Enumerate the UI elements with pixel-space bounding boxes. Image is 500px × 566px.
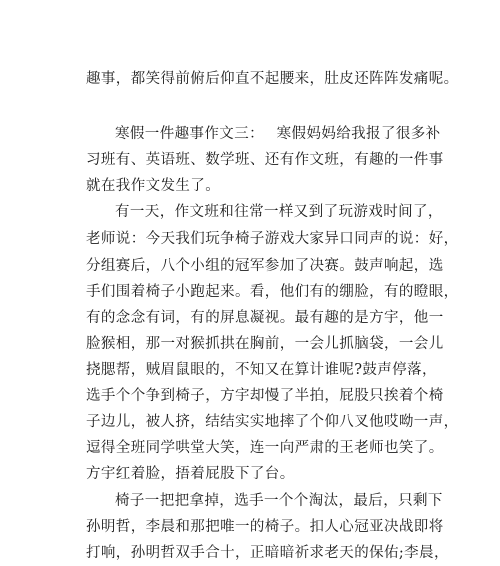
text-line: 就在我作文发生了。 [86, 178, 221, 194]
text-line: 挠腮帮，贼眉鼠眼的，不知又在算计谁呢?鼓声停落， [86, 362, 437, 378]
text-line: 逗得全班同学哄堂大笑，连一向严肃的王老师也笑了。 [86, 440, 444, 456]
text-line: 孙明哲，李晨和那把唯一的椅子。扣人心冠亚决战即将 [86, 519, 444, 535]
text-line: 分组赛后，八个小组的冠军参加了决赛。鼓声响起，选 [86, 258, 444, 274]
text-line: 有的念念有词，有的屏息凝视。最有趣的是方宇，他一 [86, 310, 444, 326]
text-line: 老师说：今天我们玩争椅子游戏大家异口同声的说：好， [86, 231, 459, 247]
text-line: 方宇红着脸，捂着屁股下了台。 [86, 466, 295, 482]
text-line: 有一天，作文班和往常一样又到了玩游戏时间了， [115, 204, 443, 220]
text-line: 习班有、英语班、数学班、还有作文班，有趣的一件事 [86, 152, 444, 168]
text-line: 趣事，都笑得前俯后仰直不起腰来，肚皮还阵阵发痛呢。 [86, 71, 459, 87]
text-line: 椅子一把把拿掉，选手一个个淘汰，最后，只剩下 [115, 493, 443, 509]
text-line: 选手个个争到椅子，方宇却慢了半拍，屁股只挨着个椅 [86, 388, 444, 404]
text-line: 脸猴相，那一对猴抓拱在胸前，一会儿抓脑袋，一会儿 [86, 336, 444, 352]
text-line: 打响，孙明哲双手合十，正暗暗祈求老天的保佑;李晨， [86, 545, 449, 561]
text-line: 手们围着椅子小跑起来。看，他们有的绷脸，有的瞪眼， [86, 284, 459, 300]
text-line: 子边儿，被人挤，结结实实地摔了个仰八叉他哎呦一声， [86, 414, 459, 430]
text-line: 寒假一件趣事作文三： 寒假妈妈给我报了很多补 [115, 126, 441, 142]
